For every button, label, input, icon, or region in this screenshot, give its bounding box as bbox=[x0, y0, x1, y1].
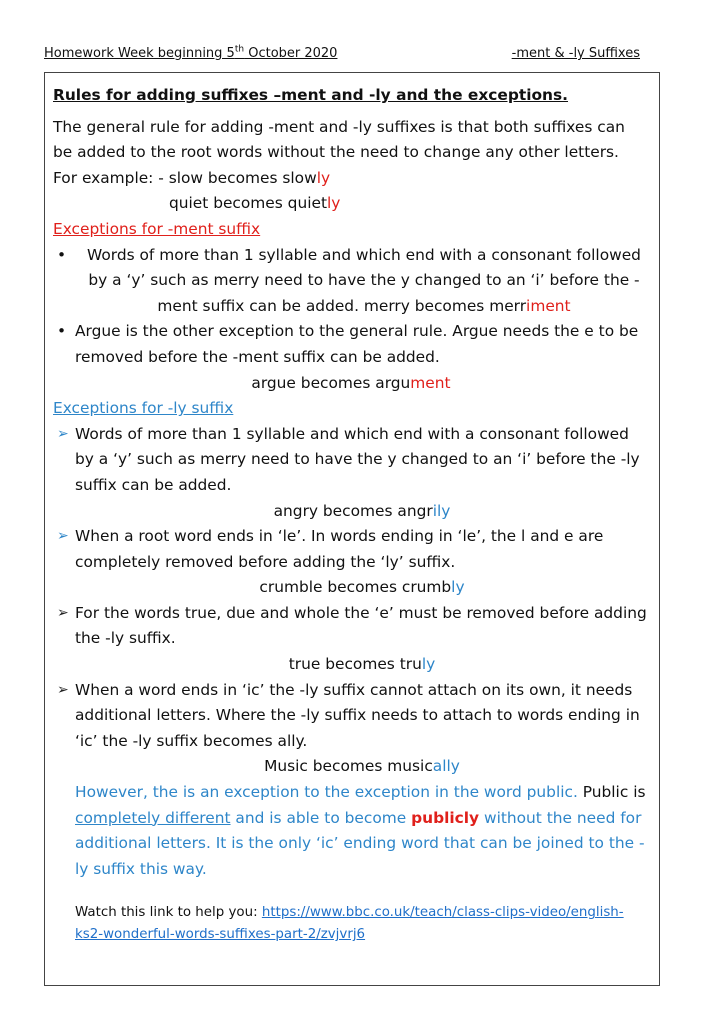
ly-bullet-ic: ➢ When a word ends in ‘ic’ the -ly suffix cannot attach on its own, it needs additional letters. Where the -ly suffix needs to attach to words ending in ‘ic’ the -ly suffix becomes ally. Music becomes musically However, the is an exception to the exception in the word public. Public is completely different and is able to become publicly without the need for additional letters. It is the only ‘ic’ ending word that can be joined to the -ly suffix this way. bbox=[53, 678, 649, 883]
example-slow: For example: - slow becomes slowly bbox=[53, 168, 331, 187]
arrow-bullet-icon: ➢ bbox=[57, 425, 69, 442]
arrow-bullet-icon: ➢ bbox=[57, 528, 69, 545]
ly-exceptions-heading: Exceptions for -ly suffix bbox=[53, 399, 234, 418]
public-exception-note: However, the is an exception to the exception in the word public. Public is completely different and is able to become publicly without the need for additional letters. It is the only ‘ic’ ending word that can be joined to the -ly suffix this way. bbox=[75, 783, 646, 878]
ly-bullet-le: ➢ When a root word ends in ‘le’. In words ending in ‘le’, the l and e are completely removed before adding the ‘ly’ suffix. crumble becomes crumbly bbox=[53, 524, 649, 601]
topic-label: -ment & -ly Suffixes bbox=[511, 46, 640, 61]
intro-text: The general rule for adding -ment and -ly suffixes is that both suffixes can be added to the root words without the need to change any other letters. bbox=[53, 117, 625, 162]
bullet-dot-icon: • bbox=[57, 245, 67, 264]
ment-bullet-merry: • Words of more than 1 syllable and which end with a consonant followed by a ‘y’ such as merry need to have the y changed to an ‘i’ before the -ment suffix can be added. merry becomes merriment bbox=[53, 243, 649, 320]
homework-week-label: Homework Week beginning 5th October 2020 bbox=[44, 44, 338, 61]
rules-title: Rules for adding suffixes –ment and -ly and the exceptions. bbox=[53, 86, 569, 104]
ly-bullet-merry: ➢ Words of more than 1 syllable and which end with a consonant followed by a ‘y’ such as merry need to have the y changed to an ‘i’ before the -ly suffix can be added. angry becomes angrily bbox=[53, 422, 649, 524]
ment-exceptions-heading: Exceptions for -ment suffix bbox=[53, 219, 261, 238]
watch-link-line: Watch this link to help you: https://www.bbc.co.uk/teach/class-clips-video/english-ks2-wonderful-words-suffixes-part-2/zvjvrj6 bbox=[75, 905, 624, 943]
bbc-video-link[interactable]: https://www.bbc.co.uk/teach/class-clips-video/english-ks2-wonderful-words-suffixes-part-2/zvjvrj6 bbox=[75, 905, 624, 943]
page-header bbox=[44, 46, 640, 68]
example-argue: argue becomes argument bbox=[251, 373, 451, 392]
ment-bullet-argue: • Argue is the other exception to the general rule. Argue needs the e to be removed before the -ment suffix can be added. bbox=[53, 319, 649, 370]
arrow-bullet-icon: ➢ bbox=[57, 604, 69, 621]
example-quiet: quiet becomes quietly bbox=[169, 194, 341, 213]
rules-box bbox=[44, 72, 660, 986]
ly-bullet-true: ➢ For the words true, due and whole the ‘e’ must be removed before adding the -ly suffix. true becomes truly bbox=[53, 601, 649, 678]
example-angry: angry becomes angrily bbox=[273, 501, 451, 520]
example-crumble: crumble becomes crumbly bbox=[259, 578, 465, 597]
example-music: Music becomes musically bbox=[264, 757, 460, 776]
arrow-bullet-icon: ➢ bbox=[57, 681, 69, 698]
bullet-dot-icon: • bbox=[57, 322, 67, 341]
example-true: true becomes truly bbox=[288, 655, 436, 674]
